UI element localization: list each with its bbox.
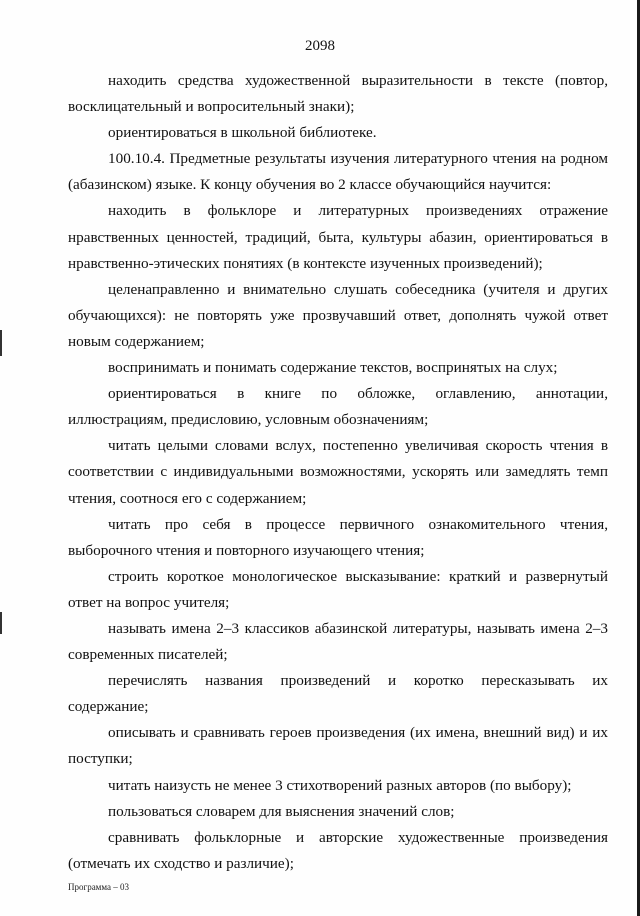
paragraph: воспринимать и понимать содержание текстов, воспринятых на слух; (108, 359, 558, 377)
paragraph: строить короткое монологическое высказывание: краткий и развернутый ответ на вопрос учителя; (68, 567, 608, 611)
paragraph: читать про себя в процессе первичного ознакомительного чтения, выборочного чтения и повторного изучающего чтения; (68, 515, 608, 559)
page-footer: Программа – 03 (68, 882, 130, 892)
paragraph: ориентироваться в школьной библиотеке. (108, 124, 377, 142)
paragraph: 100.10.4. Предметные результаты изучения литературного чтения на родном (абазинском) языке. К концу обучения во 2 классе обучающийся научится: (68, 150, 608, 194)
paragraph: находить в фольклоре и литературных произведениях отражение нравственных ценностей, традиций, быта, культуры абазин, ориентироваться в нравственно-этических понятиях (в контексте изученных произведений); (68, 202, 608, 272)
paragraph: сравнивать фольклорные и авторские художественные произведения (отмечать их сходство и различие); (68, 828, 608, 872)
paragraph: читать целыми словами вслух, постепенно увеличивая скорость чтения в соответствии с индивидуальными возможностями, ускорять или замедлять темп чтения, соотнося его с содержанием; (68, 437, 608, 507)
paragraph: называть имена 2–3 классиков абазинской литературы, называть имена 2–3 современных писателей; (68, 619, 608, 664)
paragraph: читать наизусть не менее 3 стихотворений разных авторов (по выбору); (108, 776, 572, 794)
paragraph: перечислять названия произведений и коротко пересказывать их содержание; (68, 672, 608, 716)
paragraph: целенаправленно и внимательно слушать собеседника (учителя и других обучающихся): не повторять уже прозвучавший ответ, дополнять чужой ответ новым содержанием; (68, 280, 608, 350)
paragraph: находить средства художественной выразительности в тексте (повтор, восклицательный и вопросительный знаки); (68, 72, 608, 116)
document-body (68, 68, 608, 877)
scan-edge-mark (0, 330, 2, 356)
paragraph: пользоваться словарем для выяснения значений слов; (108, 802, 455, 820)
paragraph: ориентироваться в книге по обложке, оглавлению, аннотации, иллюстрациям, предисловию, условным обозначениям; (68, 385, 608, 429)
page-number: 2098 (305, 38, 335, 54)
scan-edge-mark (0, 612, 2, 634)
paragraph: описывать и сравнивать героев произведения (их имена, внешний вид) и их поступки; (68, 724, 608, 768)
